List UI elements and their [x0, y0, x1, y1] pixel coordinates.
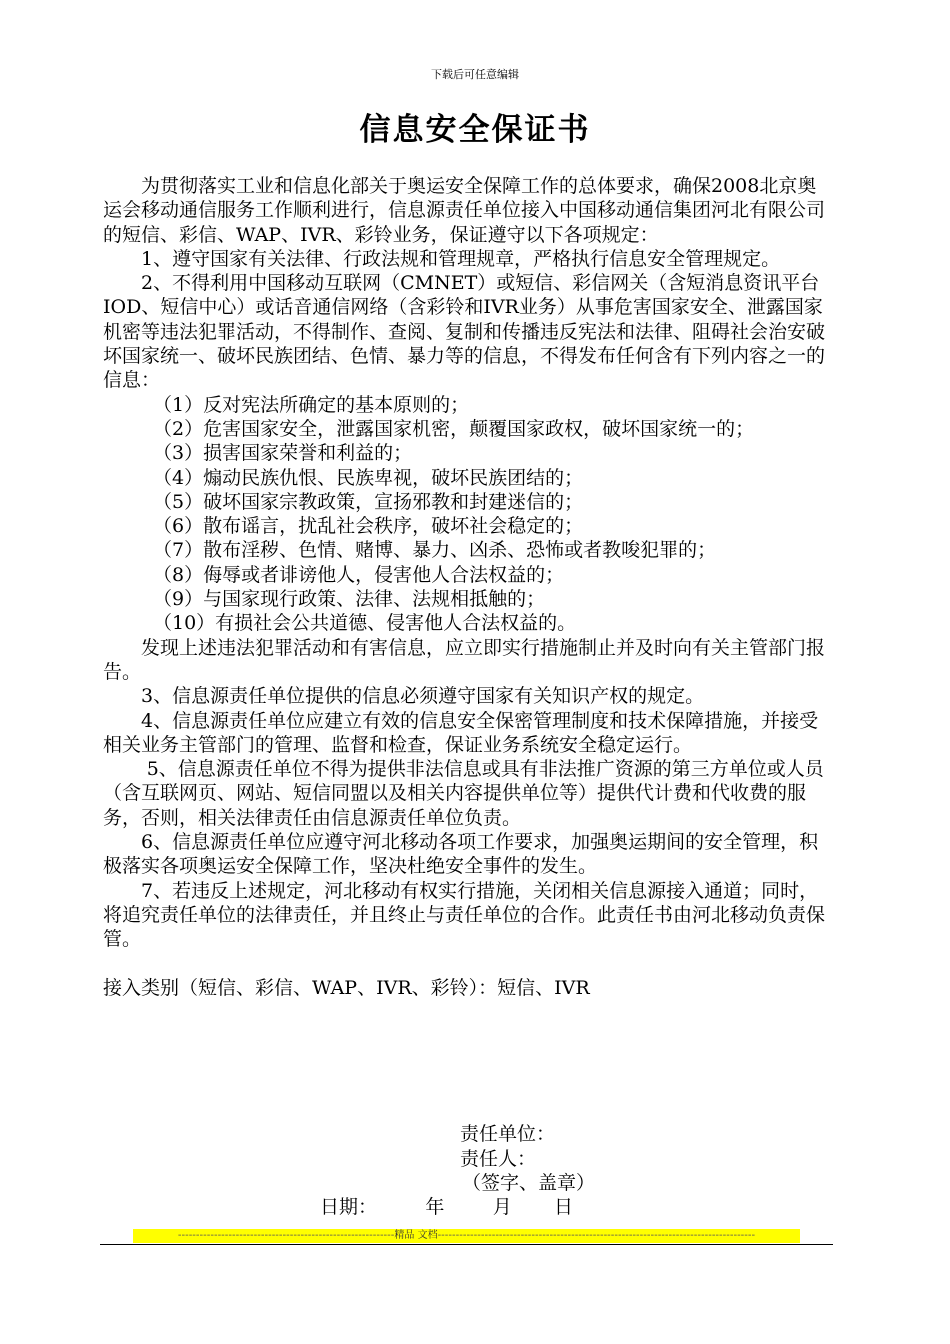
date-line	[320, 1192, 573, 1219]
footer-dashes-right: ----------------------------------------------------------------------------------------	[437, 1230, 756, 1241]
date-label: 日期：	[320, 1196, 378, 1218]
clause-6: 6、信息源责任单位应遵守河北移动各项工作要求，加强奥运期间的安全管理，积极落实各项奥运安全保障工作，坚决杜绝安全事件的发生。	[103, 831, 819, 878]
list-item: （6）散布谣言，扰乱社会秩序，破坏社会稳定的；	[153, 515, 584, 538]
list-item: （10）有损社会公共道德、侵害他人合法权益的。	[153, 612, 577, 635]
footer-band	[133, 1229, 800, 1243]
list-item: （2）危害国家安全，泄露国家机密，颠覆国家政权，破坏国家统一的；	[153, 417, 755, 440]
list-item: （9）与国家现行政策、法律、法规相抵触的；	[153, 588, 546, 611]
document-body	[103, 174, 833, 1000]
footer-dashes-left: ------------------------------------------------------------	[177, 1230, 395, 1241]
footer-text: 精品 文档	[394, 1230, 438, 1241]
footer-rule	[100, 1244, 833, 1245]
blank-line	[103, 952, 833, 976]
clause-4: 4、信息源责任单位应建立有效的信息安全保密管理制度和技术保障措施，并接受相关业务主管部门的管理、监督和检查，保证业务系统安全稳定运行。	[103, 709, 819, 756]
list-item: （8）侮辱或者诽谤他人，侵害他人合法权益的；	[153, 563, 565, 586]
year-label: 年	[425, 1196, 445, 1218]
list-item: （1）反对宪法所确定的基本原则的；	[153, 393, 470, 416]
list-item: （7）散布淫秽、色情、赌博、暴力、凶杀、恐怖或者教唆犯罪的；	[153, 539, 717, 562]
list-item: （4）煽动民族仇恨、民族卑视，破坏民族团结的；	[153, 466, 584, 489]
sign-seal-note: （签字、盖章）	[462, 1172, 596, 1194]
header-note: 下载后可任意编辑	[431, 68, 519, 81]
list-item: （3）损害国家荣誉和利益的；	[153, 442, 413, 465]
list-item: （5）破坏国家宗教政策，宣扬邪教和封建迷信的；	[153, 490, 584, 513]
month-label: 月	[492, 1196, 512, 1218]
clause-3: 3、信息源责任单位提供的信息必须遵守国家有关知识产权的规定。	[141, 685, 705, 708]
intro-paragraph: 为贯彻落实工业和信息化部关于奥运安全保障工作的总体要求，确保2008北京奥运会移动通信服务工作顺利进行，信息源责任单位接入中国移动通信集团河北有限公司的短信、彩信、WAP、IVR、彩铃业务，保证遵守以下各项规定：	[103, 175, 826, 246]
clause-2: 2、不得利用中国移动互联网（CMNET）或短信、彩信网关（含短消息资讯平台IOD、短信中心）或话音通信网络（含彩铃和IVR业务）从事危害国家安全、泄露国家机密等违法犯罪活动，不得制作、查阅、复制和传播违反宪法和法律、阻碍社会治安破坏国家统一、破坏民族团结、色情、暴力等的信息，不得发布任何含有下列内容之一的信息：	[103, 272, 826, 392]
access-type-line: 接入类别（短信、彩信、WAP、IVR、彩铃）：短信、IVR	[103, 976, 590, 999]
clause-7: 7、若违反上述规定，河北移动有权实行措施，关闭相关信息源接入通道；同时，将追究责任单位的法律责任，并且终止与责任单位的合作。此责任书由河北移动负责保管。	[103, 879, 826, 951]
clause-1: 1、遵守国家有关法律、行政法规和管理规章，严格执行信息安全管理规定。	[141, 247, 781, 270]
report-paragraph: 发现上述违法犯罪活动和有害信息，应立即实行措施制止并及时向有关主管部门报告。	[103, 636, 826, 683]
clause-5: 5、信息源责任单位不得为提供非法信息或具有非法推广资源的第三方单位或人员（含互联网页、网站、短信同盟以及相关内容提供单位等）提供代计费和代收费的服务，否则，相关法律责任由信息源责任单位负责。	[103, 758, 824, 829]
responsible-unit-label: 责任单位：	[460, 1123, 556, 1145]
document-title: 信息安全保证书	[359, 112, 591, 148]
responsible-person-label: 责任人：	[460, 1148, 537, 1170]
day-label: 日	[553, 1196, 573, 1218]
